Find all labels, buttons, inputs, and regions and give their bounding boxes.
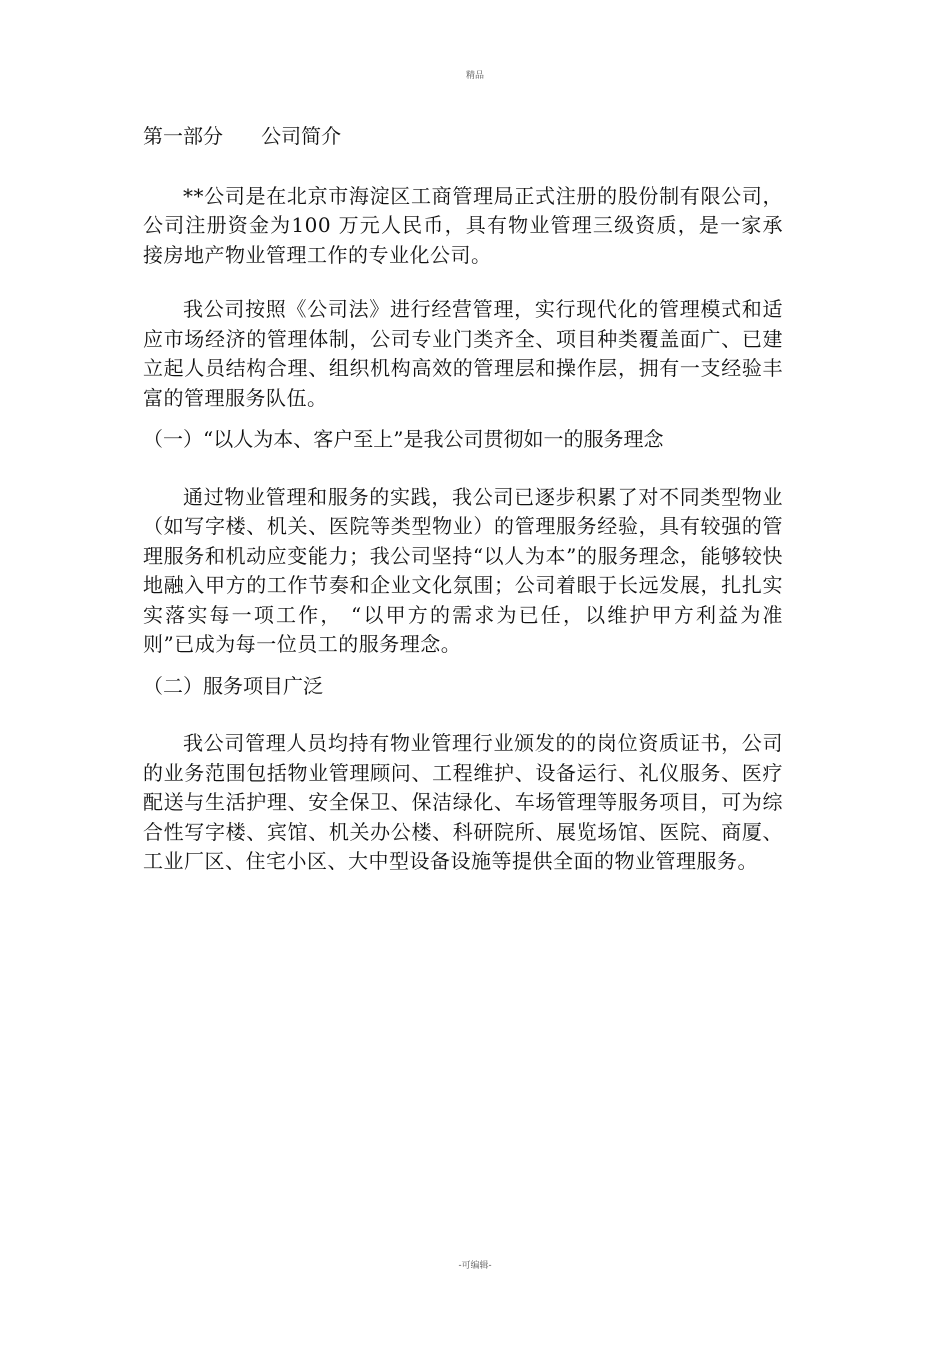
section-title: 第一部分 公司简介 bbox=[143, 124, 342, 148]
paragraph-company-intro: **公司是在北京市海淀区工商管理局正式注册的股份制有限公司，公司注册资金为100 万元人民币，具有物业管理三级资质，是一家承接房地产物业管理工作的专业化公司。 bbox=[143, 183, 783, 267]
paragraph-management-system: 我公司按照《公司法》进行经营管理，实行现代化的管理模式和适应市场经济的管理体制，公司专业门类齐全、项目种类覆盖面广、已建立起人员结构合理、组织机构高效的管理层和操作层，拥有一支经验丰富的管理服务队伍。 bbox=[143, 297, 783, 410]
document-body bbox=[143, 122, 783, 902]
page-footer-mark: -可编辑- bbox=[458, 1261, 492, 1271]
paragraph-service-scope: 我公司管理人员均持有物业管理行业颁发的的岗位资质证书，公司的业务范围包括物业管理顾问、工程维护、设备运行、礼仪服务、医疗配送与生活护理、安全保卫、保洁绿化、车场管理等服务项目，可为综合性写字楼、宾馆、机关办公楼、科研院所、展览场馆、医院、商厦、工业厂区、住宅小区、大中型设备设施等提供全面的物业管理服务。 bbox=[143, 731, 783, 873]
subheading-service-scope: （二）服务项目广泛 bbox=[143, 673, 323, 698]
page-header-mark: 精品 bbox=[465, 71, 484, 81]
subheading-service-philosophy: （一）“以人为本、客户至上”是我公司贯彻如一的服务理念 bbox=[143, 427, 664, 451]
paragraph-service-philosophy: 通过物业管理和服务的实践，我公司已逐步积累了对不同类型物业（如写字楼、机关、医院等类型物业）的管理服务经验，具有较强的管理服务和机动应变能力；我公司坚持“以人为本”的服务理念，能够较快地融入甲方的工作节奏和企业文化氛围；公司着眼于长远发展，扎扎实实落实每一项工作， “以甲方的需求为已任，以维护甲方利益为准则”已成为每一位员工的服务理念。 bbox=[143, 484, 783, 656]
